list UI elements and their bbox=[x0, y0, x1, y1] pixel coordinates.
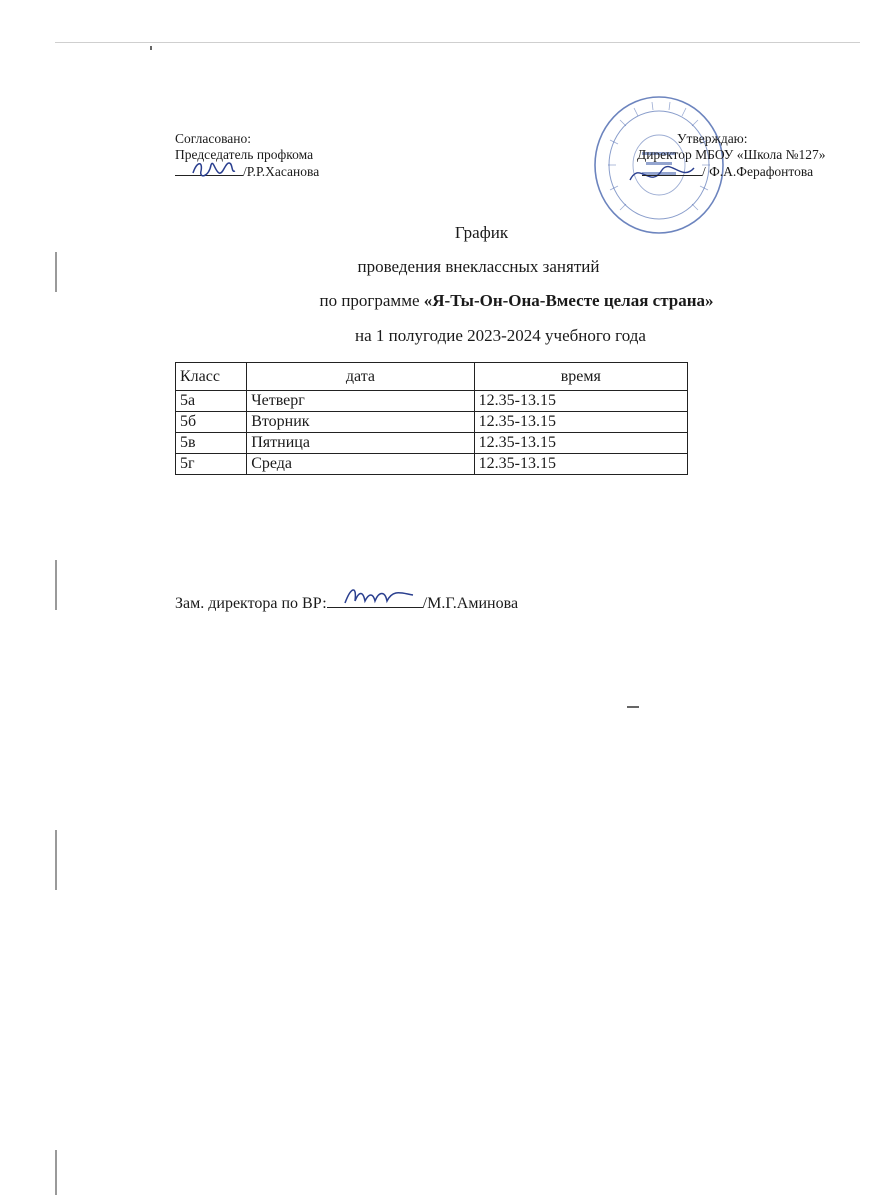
scan-top-edge bbox=[55, 42, 860, 43]
signature-line bbox=[642, 163, 702, 176]
scan-speck bbox=[627, 706, 639, 708]
cell-day: Четверг bbox=[247, 391, 474, 412]
schedule-table bbox=[175, 362, 688, 475]
cell-time: 12.35-13.15 bbox=[474, 433, 687, 454]
cell-time: 12.35-13.15 bbox=[474, 412, 687, 433]
cell-class: 5б bbox=[176, 412, 247, 433]
approval-right-block bbox=[637, 131, 826, 180]
scan-edge-mark bbox=[55, 1150, 57, 1195]
program-name: «Я-Ты-Он-Она-Вместе целая страна» bbox=[423, 291, 714, 310]
deputy-signature-area bbox=[327, 595, 423, 613]
column-header-time: время bbox=[474, 363, 687, 391]
signature-line bbox=[327, 595, 423, 608]
column-header-class: Класс bbox=[176, 363, 247, 391]
document-subtitle: проведения внеклассных занятий bbox=[357, 257, 600, 276]
deputy-director-label: Зам. директора по ВР: bbox=[175, 595, 327, 612]
agreed-label: Согласовано: bbox=[175, 131, 251, 146]
union-chair-signature-row bbox=[175, 163, 319, 180]
table-row bbox=[176, 433, 688, 454]
union-chair-name: /Р.Р.Хасанова bbox=[243, 164, 320, 179]
cell-class: 5а bbox=[176, 391, 247, 412]
program-prefix: по программе bbox=[319, 291, 424, 310]
cell-day: Среда bbox=[247, 454, 474, 475]
cell-day: Пятница bbox=[247, 433, 474, 454]
scan-speck bbox=[150, 46, 152, 50]
cell-time: 12.35-13.15 bbox=[474, 454, 687, 475]
column-header-date: дата bbox=[247, 363, 474, 391]
table-row bbox=[176, 412, 688, 433]
director-label: Директор МБОУ «Школа №127» bbox=[637, 147, 826, 162]
deputy-director-name: /М.Г.Аминова bbox=[422, 595, 519, 612]
document-heading: График bbox=[454, 223, 509, 242]
director-name: / Ф.А.Ферафонтова bbox=[702, 164, 814, 179]
director-signature-row bbox=[637, 163, 826, 180]
scan-edge-mark bbox=[55, 830, 57, 890]
program-line bbox=[80, 291, 873, 311]
scan-edge-mark bbox=[55, 560, 57, 610]
cell-day: Вторник bbox=[247, 412, 474, 433]
approval-left-block bbox=[175, 131, 319, 180]
period-line: на 1 полугодие 2023-2024 учебного года bbox=[355, 326, 646, 345]
union-chair-label: Председатель профкома bbox=[175, 147, 314, 162]
signature-line bbox=[175, 163, 243, 176]
table-header-row bbox=[176, 363, 688, 391]
table-row bbox=[176, 454, 688, 475]
cell-class: 5в bbox=[176, 433, 247, 454]
cell-time: 12.35-13.15 bbox=[474, 391, 687, 412]
cell-class: 5г bbox=[176, 454, 247, 475]
table-row bbox=[176, 391, 688, 412]
approve-label: Утверждаю: bbox=[677, 131, 748, 146]
deputy-director-signature bbox=[175, 595, 518, 613]
